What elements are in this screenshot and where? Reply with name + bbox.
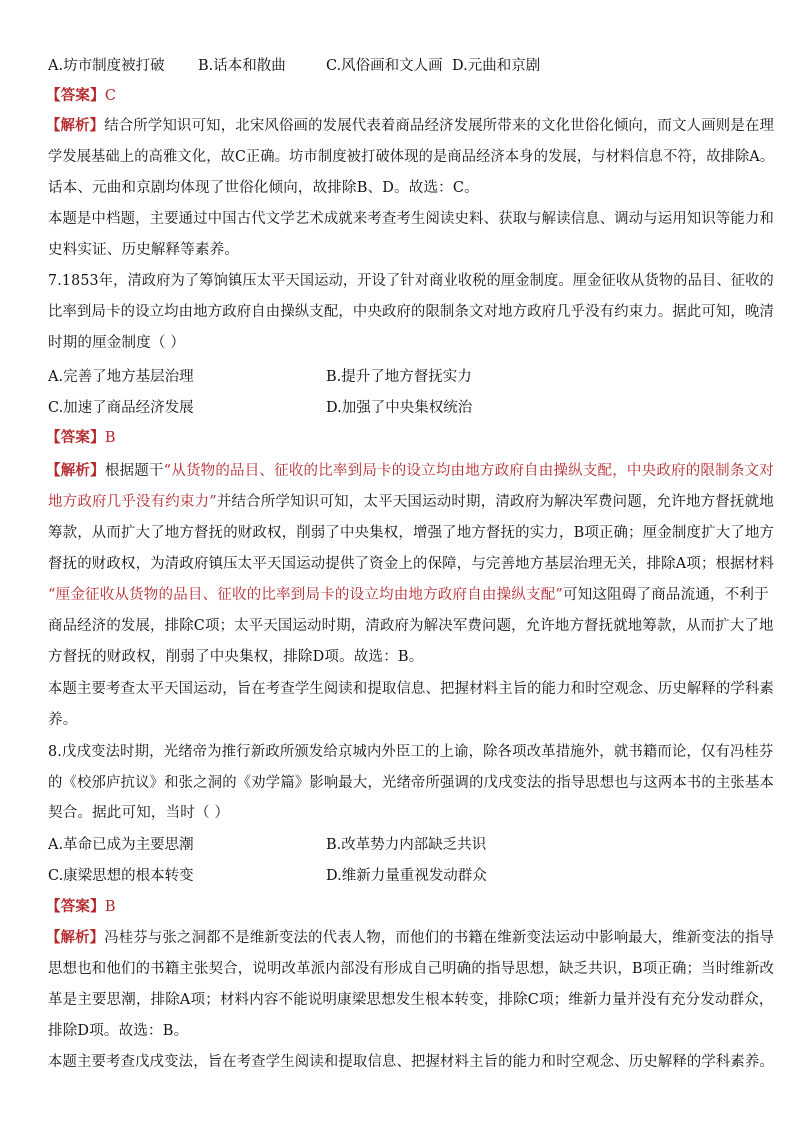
q6-option-a: A.坊市制度被打破: [48, 58, 165, 74]
q7-analysis-line-4: 督抚的财政权，为清政府镇压太平天国运动提供了资金上的保障，与完善地方基层治理无关，排除A项；根据材料: [48, 556, 774, 572]
q7-option-a: A.完善了地方基层治理: [48, 369, 194, 385]
q8-stem-line-1: 8.戊戌变法时期，光绪帝为推行新政所颁发给京城内外臣工的上谕，除各项改革措施外，就书籍而论，仅有冯桂芬: [48, 744, 774, 760]
q6-analysis-line-2: 学发展基础上的高雅文化，故C正确。坊市制度被打破体现的是商品经济本身的发展，与材料信息不符，故排除A。: [48, 149, 775, 165]
q8-analysis-line-2: 思想也和他们的书籍主张契合，说明改革派内部没有形成自己明确的指导思想，缺乏共识，B项正确；当时维新改: [48, 961, 775, 977]
answer-tag: 【答案】: [46, 898, 105, 915]
analysis-tag: 【解析】: [46, 929, 105, 946]
q8-summary-line-1: 本题主要考查戊戌变法，旨在考查学生阅读和提取信息、把握材料主旨的能力和时空观念、历史解释的学科素养。: [48, 1054, 774, 1070]
q8-option-b: B.改革势力内部缺乏共识: [326, 837, 487, 853]
q8-analysis-line-4: 排除D项。故选：B。: [48, 1023, 189, 1039]
q6-summary-line-1: 本题是中档题，主要通过中国古代文学艺术成就来考查考生阅读史料、获取与解读信息、调动与运用知识等能力和: [48, 211, 774, 227]
q7-option-c: C.加速了商品经济发展: [48, 400, 194, 416]
q7-analysis-line-6: 商品经济的发展，排除C项；太平天国运动时期，清政府为解决军费问题，允许地方督抚就地筹款，从而扩大了地: [48, 618, 774, 634]
q6-option-c: C.风俗画和文人画: [326, 58, 443, 74]
q6-answer: [46, 86, 116, 106]
q7-analysis-line-1: 【解析】根据题干“从货物的品目、征收的比率到局卡的设立均由地方政府自由操纵支配，中央政府的限制条文对: [46, 462, 774, 479]
analysis-tag: 【解析】: [46, 462, 105, 479]
q7-stem-line-3: 时期的厘金制度（ ）: [48, 335, 186, 351]
q7-summary-line-2: 养。: [48, 712, 78, 728]
q6-summary-line-2: 史料实证、历史解释等素养。: [48, 242, 240, 258]
answer-value: B: [104, 430, 116, 446]
q8-analysis-line-1: 【解析】冯桂芬与张之洞都不是维新变法的代表人物，而他们的书籍在维新变法运动中影响最大，维新变法的指导: [46, 929, 775, 946]
q7-analysis-line-5: “厘金征收从货物的品目、征收的比率到局卡的设立均由地方政府自由操纵支配”可知这阻碍了商品流通，不利于: [48, 587, 769, 603]
q7-summary-line-1: 本题主要考查太平天国运动，旨在考查学生阅读和提取信息、把握材料主旨的能力和时空观念、历史解释的学科素: [48, 681, 774, 697]
q7-analysis-line-3: 筹款，从而扩大了地方督抚的财政权，削弱了中央集权，增强了地方督抚的实力，B项正确；厘金制度扩大了地方: [48, 525, 775, 541]
q7-option-d: D.加强了中央集权统治: [326, 400, 473, 416]
answer-tag: 【答案】: [46, 429, 105, 446]
analysis-tag: 【解析】: [46, 117, 105, 134]
answer-value: B: [104, 899, 116, 915]
q6-option-d: D.元曲和京剧: [452, 58, 541, 74]
q8-option-c: C.康梁思想的根本转变: [48, 868, 194, 884]
quote-text: 地方政府几乎没有约束力”: [48, 494, 217, 510]
q8-answer: [46, 897, 116, 917]
q8-analysis-line-3: 革是主要思潮，排除A项；材料内容不能说明康梁思想发生根本转变，排除C项；维新力量并没有充分发动群众，: [48, 992, 774, 1008]
q7-answer: [46, 428, 116, 448]
answer-tag: 【答案】: [46, 87, 105, 104]
q8-stem-line-2: 的《校邠庐抗议》和张之洞的《劝学篇》影响最大，光绪帝所强调的戊戌变法的指导思想也与这两本书的主张基本: [48, 775, 774, 791]
quote-text: “从货物的品目、征收的比率到局卡的设立均由地方政府自由操纵支配，中央政府的限制条文对: [163, 463, 774, 479]
q6-option-b: B.话本和散曲: [198, 58, 286, 74]
q8-option-a: A.革命已成为主要思潮: [48, 837, 194, 853]
q8-option-d: D.维新力量重视发动群众: [326, 868, 487, 884]
answer-value: C: [104, 88, 117, 104]
q6-analysis-line-3: 话本、元曲和京剧均体现了世俗化倾向，故排除B、D。故选：C。: [48, 180, 479, 196]
q6-analysis-line-1: 【解析】结合所学知识可知，北宋风俗画的发展代表着商品经济发展所带来的文化世俗化倾向，而文人画则是在理: [46, 117, 775, 134]
q7-stem-line-2: 比率到局卡的设立均由地方政府自由操纵支配，中央政府的限制条文对地方政府几乎没有约束力。据此可知，晚清: [48, 304, 774, 320]
q7-stem-line-1: 7.1853年，清政府为了筹饷镇压太平天国运动，开设了针对商业收税的厘金制度。厘金征收从货物的品目、征收的: [48, 273, 774, 289]
q7-option-b: B.提升了地方督抚实力: [326, 369, 472, 385]
q7-analysis-line-7: 方督抚的财政权，削弱了中央集权，排除D项。故选：B。: [48, 649, 424, 665]
quote-text: “厘金征收从货物的品目、征收的比率到局卡的设立均由地方政府自由操纵支配”: [48, 587, 564, 603]
q8-stem-line-3: 契合。据此可知，当时（ ）: [48, 805, 230, 821]
q7-analysis-line-2: 地方政府几乎没有约束力”并结合所学知识可知，太平天国运动时期，清政府为解决军费问题，允许地方督抚就地: [48, 494, 774, 510]
